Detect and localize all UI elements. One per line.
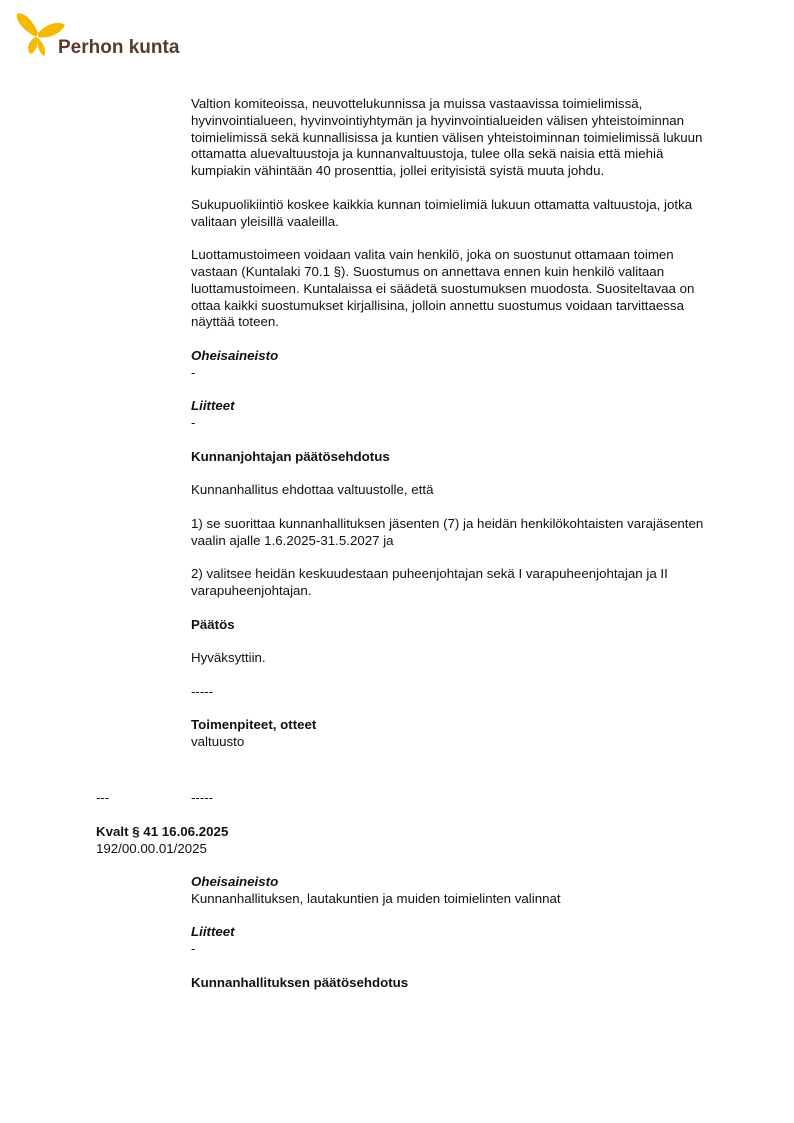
divider-right: ----- xyxy=(191,790,214,805)
ehdotus-heading-2: Kunnanhallituksen päätösehdotus xyxy=(191,974,409,990)
ehdotus-item-1: 1) se suorittaa kunnanhallituksen jäsenten (7) ja heidän henkilökohtaisten varajäsenten vaalin ajalle 1.6.2025-31.5.2027 ja xyxy=(191,515,704,548)
ehdotus-intro: Kunnanhallitus ehdottaa valtuustolle, että xyxy=(191,482,434,498)
paatos-heading: Päätös xyxy=(191,616,235,632)
liitteet-heading-2: Liitteet xyxy=(191,924,235,940)
ehdotus-item-2: 2) valitsee heidän keskuudestaan puheenjohtajan sekä I varapuheenjohtajan ja II varapuheenjohtajan. xyxy=(191,566,668,599)
toimenpiteet-heading: Toimenpiteet, otteet xyxy=(191,717,317,733)
toimenpiteet-value: valtuusto xyxy=(191,734,245,750)
separator: ----- xyxy=(191,683,214,699)
logo-text: Perhon kunta xyxy=(58,37,180,58)
section-2 xyxy=(191,874,711,992)
paragraph-2: Sukupuolikiintiö koskee kaikkia kunnan toimielimiä lukuun ottamatta valtuustoja, jotka valitaan yleisillä vaaleilla. xyxy=(191,196,693,229)
divider-left: --- xyxy=(96,790,110,805)
liitteet-value-2: - xyxy=(191,941,196,957)
logo xyxy=(16,10,186,60)
oheisaineisto-heading-2: Oheisaineisto xyxy=(191,874,279,889)
section-1 xyxy=(191,96,711,751)
paragraph-3: Luottamustoimeen voidaan valita vain henkilö, joka on suostunut ottamaan toimen vastaan (Kuntalaki 70.1 §). Suostumus on annettava ennen kuin henkilö valitaan luottamustoimeen. Kuntalaissa ei säädetä suostumuksen muodosta. Suositeltavaa on ottaa kaikki suostumukset kirjallisina, jolloin annettu suostumus voidaan tarvittaessa näyttää toteen. xyxy=(191,247,695,330)
liitteet-heading: Liitteet xyxy=(191,398,235,414)
ehdotus-heading: Kunnanjohtajan päätösehdotus xyxy=(191,448,390,464)
paatos-value: Hyväksyttiin. xyxy=(191,650,266,666)
oheisaineisto-heading: Oheisaineisto xyxy=(191,347,279,363)
oheisaineisto-value-2: Kunnanhallituksen, lautakuntien ja muiden toimielinten valinnat xyxy=(191,890,561,906)
paragraph-1: Valtion komiteoissa, neuvottelukunnissa ja muissa vastaavissa toimielimissä, hyvinvointialueen, hyvinvointiyhtymän ja hyvinvointialueiden välisen yhteistoiminnan toimielimissä sekä kunnallisissa ja kuntien välisen yhteistoiminnan toimielimissä lukuun ottamatta aluevaltuustoja ja kunnanvaltuustoja, tulee olla sekä naisia että miehiä kumpiakin vähintään 40 prosenttia, jollei erityisistä syistä muuta johdu. xyxy=(191,96,703,179)
liitteet-value: - xyxy=(191,415,196,431)
section-2-title: Kvalt § 41 16.06.2025 xyxy=(96,824,229,839)
oheisaineisto-value: - xyxy=(191,364,196,380)
section-2-ref: 192/00.00.01/2025 xyxy=(96,841,207,856)
